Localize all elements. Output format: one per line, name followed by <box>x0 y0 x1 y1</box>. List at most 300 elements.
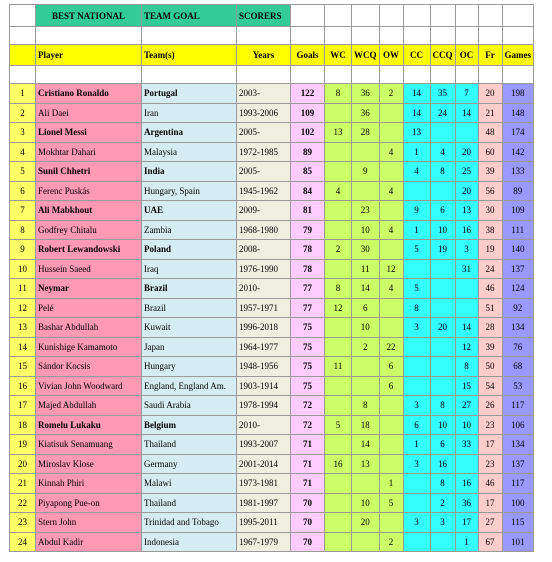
goals-cell: 72 <box>291 396 325 416</box>
ow-cell <box>379 513 403 533</box>
ccq-cell: 4 <box>430 142 455 162</box>
wcq-cell: 14 <box>352 279 380 299</box>
table-row <box>10 474 534 494</box>
table-row <box>10 84 534 104</box>
fr-cell: 38 <box>478 220 502 240</box>
ow-cell <box>379 240 403 260</box>
fr-cell: 51 <box>478 298 502 318</box>
table-row <box>10 493 534 513</box>
oc-cell: 36 <box>455 493 478 513</box>
years-cell: 1993-2007 <box>237 435 291 455</box>
team-cell: UAE <box>142 201 237 221</box>
fr-cell: 19 <box>478 240 502 260</box>
team-cell: Japan <box>142 337 237 357</box>
player-cell: Lionel Messi <box>36 123 142 143</box>
cc-cell <box>403 259 430 279</box>
team-cell: Poland <box>142 240 237 260</box>
games-cell: 148 <box>502 103 534 123</box>
ccq-cell <box>430 337 455 357</box>
oc-cell: 27 <box>455 396 478 416</box>
wc-cell <box>325 376 352 396</box>
col-ccq: CCQ <box>430 45 455 66</box>
wc-cell <box>325 220 352 240</box>
years-cell: 1968-1980 <box>237 220 291 240</box>
table-row <box>10 454 534 474</box>
team-cell: Germany <box>142 454 237 474</box>
col-ow: OW <box>379 45 403 66</box>
goals-cell: 75 <box>291 357 325 377</box>
wcq-cell <box>352 142 380 162</box>
table-row <box>10 279 534 299</box>
years-cell: 1964-1977 <box>237 337 291 357</box>
player-cell: Mokhtar Dahari <box>36 142 142 162</box>
player-cell: Sándor Kocsis <box>36 357 142 377</box>
goals-cell: 70 <box>291 513 325 533</box>
table-row <box>10 396 534 416</box>
player-cell: Stern John <box>36 513 142 533</box>
ow-cell <box>379 435 403 455</box>
cc-cell: 9 <box>403 201 430 221</box>
player-cell: Bashar Abdullah <box>36 318 142 338</box>
spacer-row <box>10 27 534 45</box>
table-row <box>10 415 534 435</box>
oc-cell: 8 <box>455 357 478 377</box>
years-cell: 2005- <box>237 123 291 143</box>
years-cell: 1967-1979 <box>237 532 291 552</box>
cc-cell: 3 <box>403 454 430 474</box>
games-cell: 111 <box>502 220 534 240</box>
team-cell: Hungary, Spain <box>142 181 237 201</box>
cc-cell <box>403 376 430 396</box>
years-cell: 2005- <box>237 162 291 182</box>
years-cell: 2010- <box>237 279 291 299</box>
oc-cell: 33 <box>455 435 478 455</box>
table-row <box>10 162 534 182</box>
wcq-cell <box>352 376 380 396</box>
games-cell: 68 <box>502 357 534 377</box>
games-cell: 117 <box>502 474 534 494</box>
goals-cell: 70 <box>291 493 325 513</box>
games-cell: 89 <box>502 181 534 201</box>
fr-cell: 48 <box>478 123 502 143</box>
fr-cell: 17 <box>478 435 502 455</box>
rank-cell: 5 <box>10 162 36 182</box>
oc-cell: 13 <box>455 201 478 221</box>
games-cell: 117 <box>502 396 534 416</box>
oc-cell: 12 <box>455 337 478 357</box>
player-cell: Majed Abdullah <box>36 396 142 416</box>
table-row <box>10 259 534 279</box>
oc-cell: 14 <box>455 103 478 123</box>
player-cell: Ali Daei <box>36 103 142 123</box>
team-cell: Thailand <box>142 493 237 513</box>
ccq-cell: 3 <box>430 513 455 533</box>
cc-cell: 3 <box>403 396 430 416</box>
years-cell: 2010- <box>237 415 291 435</box>
rank-cell: 16 <box>10 376 36 396</box>
goals-cell: 102 <box>291 123 325 143</box>
years-cell: 1948-1956 <box>237 357 291 377</box>
ccq-cell <box>430 123 455 143</box>
ow-cell: 4 <box>379 279 403 299</box>
ccq-cell: 20 <box>430 318 455 338</box>
ccq-cell: 24 <box>430 103 455 123</box>
wc-cell <box>325 259 352 279</box>
cc-cell: 8 <box>403 298 430 318</box>
wcq-cell: 10 <box>352 220 380 240</box>
wc-cell: 11 <box>325 357 352 377</box>
fr-cell: 60 <box>478 142 502 162</box>
ow-cell: 2 <box>379 84 403 104</box>
games-cell: 198 <box>502 84 534 104</box>
rank-cell: 17 <box>10 396 36 416</box>
wcq-cell: 23 <box>352 201 380 221</box>
oc-cell: 25 <box>455 162 478 182</box>
wcq-cell <box>352 532 380 552</box>
ccq-cell: 2 <box>430 493 455 513</box>
cc-cell <box>403 337 430 357</box>
ow-cell <box>379 454 403 474</box>
wcq-cell: 14 <box>352 435 380 455</box>
team-cell: Trinidad and Tobago <box>142 513 237 533</box>
team-cell: Zambia <box>142 220 237 240</box>
col-oc: OC <box>455 45 478 66</box>
games-cell: 53 <box>502 376 534 396</box>
col-goals: Goals <box>291 45 325 66</box>
team-cell: Thailand <box>142 435 237 455</box>
col-games: Games <box>502 45 534 66</box>
ccq-cell: 8 <box>430 162 455 182</box>
oc-cell: 14 <box>455 318 478 338</box>
goals-cell: 77 <box>291 298 325 318</box>
ow-cell: 6 <box>379 376 403 396</box>
years-cell: 1973-1981 <box>237 474 291 494</box>
goals-cell: 109 <box>291 103 325 123</box>
games-cell: 137 <box>502 259 534 279</box>
table-row <box>10 435 534 455</box>
team-cell: Brazil <box>142 298 237 318</box>
cc-cell: 1 <box>403 220 430 240</box>
table-row <box>10 532 534 552</box>
table-row <box>10 513 534 533</box>
team-cell: Iran <box>142 103 237 123</box>
player-cell: Miroslav Klose <box>36 454 142 474</box>
cc-cell: 3 <box>403 318 430 338</box>
goals-cell: 71 <box>291 474 325 494</box>
years-cell: 2001-2014 <box>237 454 291 474</box>
wc-cell <box>325 396 352 416</box>
player-cell: Cristiano Ronaldo <box>36 84 142 104</box>
spacer-row <box>10 66 534 84</box>
goals-cell: 75 <box>291 337 325 357</box>
wc-cell <box>325 435 352 455</box>
oc-cell: 10 <box>455 415 478 435</box>
oc-cell: 7 <box>455 84 478 104</box>
ow-cell: 1 <box>379 474 403 494</box>
ow-cell <box>379 103 403 123</box>
wc-cell <box>325 318 352 338</box>
fr-cell: 30 <box>478 201 502 221</box>
team-cell: Argentina <box>142 123 237 143</box>
team-cell: Iraq <box>142 259 237 279</box>
title-cell-1: BEST NATIONAL <box>36 5 142 27</box>
goals-cell: 71 <box>291 435 325 455</box>
ow-cell: 6 <box>379 357 403 377</box>
oc-cell: 31 <box>455 259 478 279</box>
player-cell: Pelé <box>36 298 142 318</box>
ccq-cell <box>430 259 455 279</box>
ccq-cell: 16 <box>430 454 455 474</box>
goals-cell: 71 <box>291 454 325 474</box>
ow-cell <box>379 415 403 435</box>
wc-cell: 4 <box>325 181 352 201</box>
scorers-table <box>9 4 534 552</box>
years-cell: 1945-1962 <box>237 181 291 201</box>
col-player: Player <box>36 45 142 66</box>
games-cell: 115 <box>502 513 534 533</box>
wc-cell <box>325 513 352 533</box>
player-cell: Kinnah Phiri <box>36 474 142 494</box>
cc-cell: 14 <box>403 103 430 123</box>
ccq-cell <box>430 298 455 318</box>
team-cell: Belgium <box>142 415 237 435</box>
cc-cell: 4 <box>403 162 430 182</box>
games-cell: 174 <box>502 123 534 143</box>
wc-cell: 12 <box>325 298 352 318</box>
fr-cell: 50 <box>478 357 502 377</box>
rank-cell: 19 <box>10 435 36 455</box>
goals-cell: 75 <box>291 318 325 338</box>
wcq-cell: 30 <box>352 240 380 260</box>
table-row <box>10 181 534 201</box>
goals-cell: 70 <box>291 532 325 552</box>
col-wc: WC <box>325 45 352 66</box>
player-cell: Vivian John Woodward <box>36 376 142 396</box>
cc-cell: 5 <box>403 240 430 260</box>
ow-cell: 4 <box>379 220 403 240</box>
rank-cell: 24 <box>10 532 36 552</box>
ow-cell: 12 <box>379 259 403 279</box>
player-cell: Kiatisuk Senamuang <box>36 435 142 455</box>
oc-cell <box>455 123 478 143</box>
fr-cell: 26 <box>478 396 502 416</box>
fr-cell: 27 <box>478 513 502 533</box>
fr-cell: 46 <box>478 279 502 299</box>
team-cell: Malawi <box>142 474 237 494</box>
goals-cell: 72 <box>291 415 325 435</box>
player-cell: Hussein Saeed <box>36 259 142 279</box>
table-row <box>10 337 534 357</box>
cc-cell <box>403 474 430 494</box>
rank-cell: 11 <box>10 279 36 299</box>
fr-cell: 39 <box>478 162 502 182</box>
wcq-cell: 2 <box>352 337 380 357</box>
ccq-cell <box>430 357 455 377</box>
wcq-cell <box>352 357 380 377</box>
goals-cell: 77 <box>291 279 325 299</box>
col-cc: CC <box>403 45 430 66</box>
wc-cell <box>325 474 352 494</box>
player-cell: Kunishige Kamamoto <box>36 337 142 357</box>
goals-cell: 84 <box>291 181 325 201</box>
cc-cell <box>403 357 430 377</box>
years-cell: 1996-2018 <box>237 318 291 338</box>
goals-cell: 85 <box>291 162 325 182</box>
fr-cell: 28 <box>478 318 502 338</box>
team-cell: Malaysia <box>142 142 237 162</box>
col-fr: Fr <box>478 45 502 66</box>
rank-cell: 1 <box>10 84 36 104</box>
rank-cell: 3 <box>10 123 36 143</box>
oc-cell: 3 <box>455 240 478 260</box>
cc-cell: 1 <box>403 142 430 162</box>
rank-cell: 20 <box>10 454 36 474</box>
rank-cell: 21 <box>10 474 36 494</box>
fr-cell: 67 <box>478 532 502 552</box>
rank-cell: 6 <box>10 181 36 201</box>
wc-cell <box>325 337 352 357</box>
fr-cell: 24 <box>478 259 502 279</box>
ow-cell: 4 <box>379 181 403 201</box>
rank-cell: 15 <box>10 357 36 377</box>
table-row <box>10 298 534 318</box>
ow-cell: 22 <box>379 337 403 357</box>
fr-cell: 17 <box>478 493 502 513</box>
ccq-cell: 10 <box>430 415 455 435</box>
years-cell: 1976-1990 <box>237 259 291 279</box>
title-cell-2: TEAM GOAL <box>142 5 237 27</box>
cc-cell: 5 <box>403 279 430 299</box>
player-cell: Piyapong Pue-on <box>36 493 142 513</box>
ow-cell: 5 <box>379 493 403 513</box>
goals-cell: 78 <box>291 259 325 279</box>
col-wcq: WCQ <box>352 45 380 66</box>
wc-cell: 8 <box>325 279 352 299</box>
wc-cell: 5 <box>325 415 352 435</box>
table-row <box>10 357 534 377</box>
table-row <box>10 220 534 240</box>
title-row <box>10 5 534 27</box>
years-cell: 1957-1971 <box>237 298 291 318</box>
goals-cell: 122 <box>291 84 325 104</box>
cc-cell: 14 <box>403 84 430 104</box>
ow-cell <box>379 123 403 143</box>
years-cell: 1903-1914 <box>237 376 291 396</box>
ccq-cell <box>430 279 455 299</box>
oc-cell: 16 <box>455 220 478 240</box>
team-cell: India <box>142 162 237 182</box>
games-cell: 134 <box>502 318 534 338</box>
table-row <box>10 103 534 123</box>
goals-cell: 89 <box>291 142 325 162</box>
oc-cell: 20 <box>455 142 478 162</box>
goals-cell: 79 <box>291 220 325 240</box>
fr-cell: 46 <box>478 474 502 494</box>
fr-cell: 39 <box>478 337 502 357</box>
games-cell: 134 <box>502 435 534 455</box>
column-header-row <box>10 45 534 66</box>
wcq-cell: 20 <box>352 513 380 533</box>
cc-cell <box>403 532 430 552</box>
wc-cell: 13 <box>325 123 352 143</box>
team-cell: Saudi Arabia <box>142 396 237 416</box>
wc-cell: 8 <box>325 84 352 104</box>
team-cell: Portugal <box>142 84 237 104</box>
wcq-cell: 28 <box>352 123 380 143</box>
col-team: Team(s) <box>142 45 237 66</box>
wc-cell <box>325 201 352 221</box>
ccq-cell: 10 <box>430 220 455 240</box>
rank-cell: 8 <box>10 220 36 240</box>
games-cell: 92 <box>502 298 534 318</box>
fr-cell: 20 <box>478 84 502 104</box>
wc-cell <box>325 162 352 182</box>
fr-cell: 56 <box>478 181 502 201</box>
wcq-cell: 8 <box>352 396 380 416</box>
years-cell: 2008- <box>237 240 291 260</box>
col-years: Years <box>237 45 291 66</box>
team-cell: England, England Am. <box>142 376 237 396</box>
wcq-cell: 11 <box>352 259 380 279</box>
table-row <box>10 201 534 221</box>
wc-cell <box>325 493 352 513</box>
ow-cell <box>379 396 403 416</box>
rank-cell: 23 <box>10 513 36 533</box>
goals-cell: 81 <box>291 201 325 221</box>
years-cell: 1995-2011 <box>237 513 291 533</box>
oc-cell: 17 <box>455 513 478 533</box>
ow-cell <box>379 318 403 338</box>
rank-cell: 9 <box>10 240 36 260</box>
ccq-cell <box>430 376 455 396</box>
games-cell: 133 <box>502 162 534 182</box>
rank-cell: 2 <box>10 103 36 123</box>
player-cell: Robert Lewandowski <box>36 240 142 260</box>
table-row <box>10 376 534 396</box>
games-cell: 140 <box>502 240 534 260</box>
goals-cell: 75 <box>291 376 325 396</box>
wcq-cell: 36 <box>352 84 380 104</box>
ccq-cell: 19 <box>430 240 455 260</box>
games-cell: 124 <box>502 279 534 299</box>
games-cell: 106 <box>502 415 534 435</box>
oc-cell: 20 <box>455 181 478 201</box>
wc-cell: 16 <box>325 454 352 474</box>
team-cell: Kuwait <box>142 318 237 338</box>
ccq-cell <box>430 532 455 552</box>
wc-cell: 2 <box>325 240 352 260</box>
cc-cell <box>403 181 430 201</box>
table-row <box>10 123 534 143</box>
table-row <box>10 240 534 260</box>
ccq-cell: 8 <box>430 396 455 416</box>
goals-cell: 78 <box>291 240 325 260</box>
player-cell: Romelu Lukaku <box>36 415 142 435</box>
wc-cell <box>325 103 352 123</box>
games-cell: 109 <box>502 201 534 221</box>
games-cell: 76 <box>502 337 534 357</box>
team-cell: Hungary <box>142 357 237 377</box>
ow-cell: 2 <box>379 532 403 552</box>
years-cell: 2003- <box>237 84 291 104</box>
cc-cell: 6 <box>403 415 430 435</box>
player-cell: Sunil Chhetri <box>36 162 142 182</box>
oc-cell: 15 <box>455 376 478 396</box>
oc-cell: 1 <box>455 532 478 552</box>
table-row <box>10 318 534 338</box>
title-cell-3: SCORERS <box>237 5 291 27</box>
ccq-cell: 6 <box>430 435 455 455</box>
